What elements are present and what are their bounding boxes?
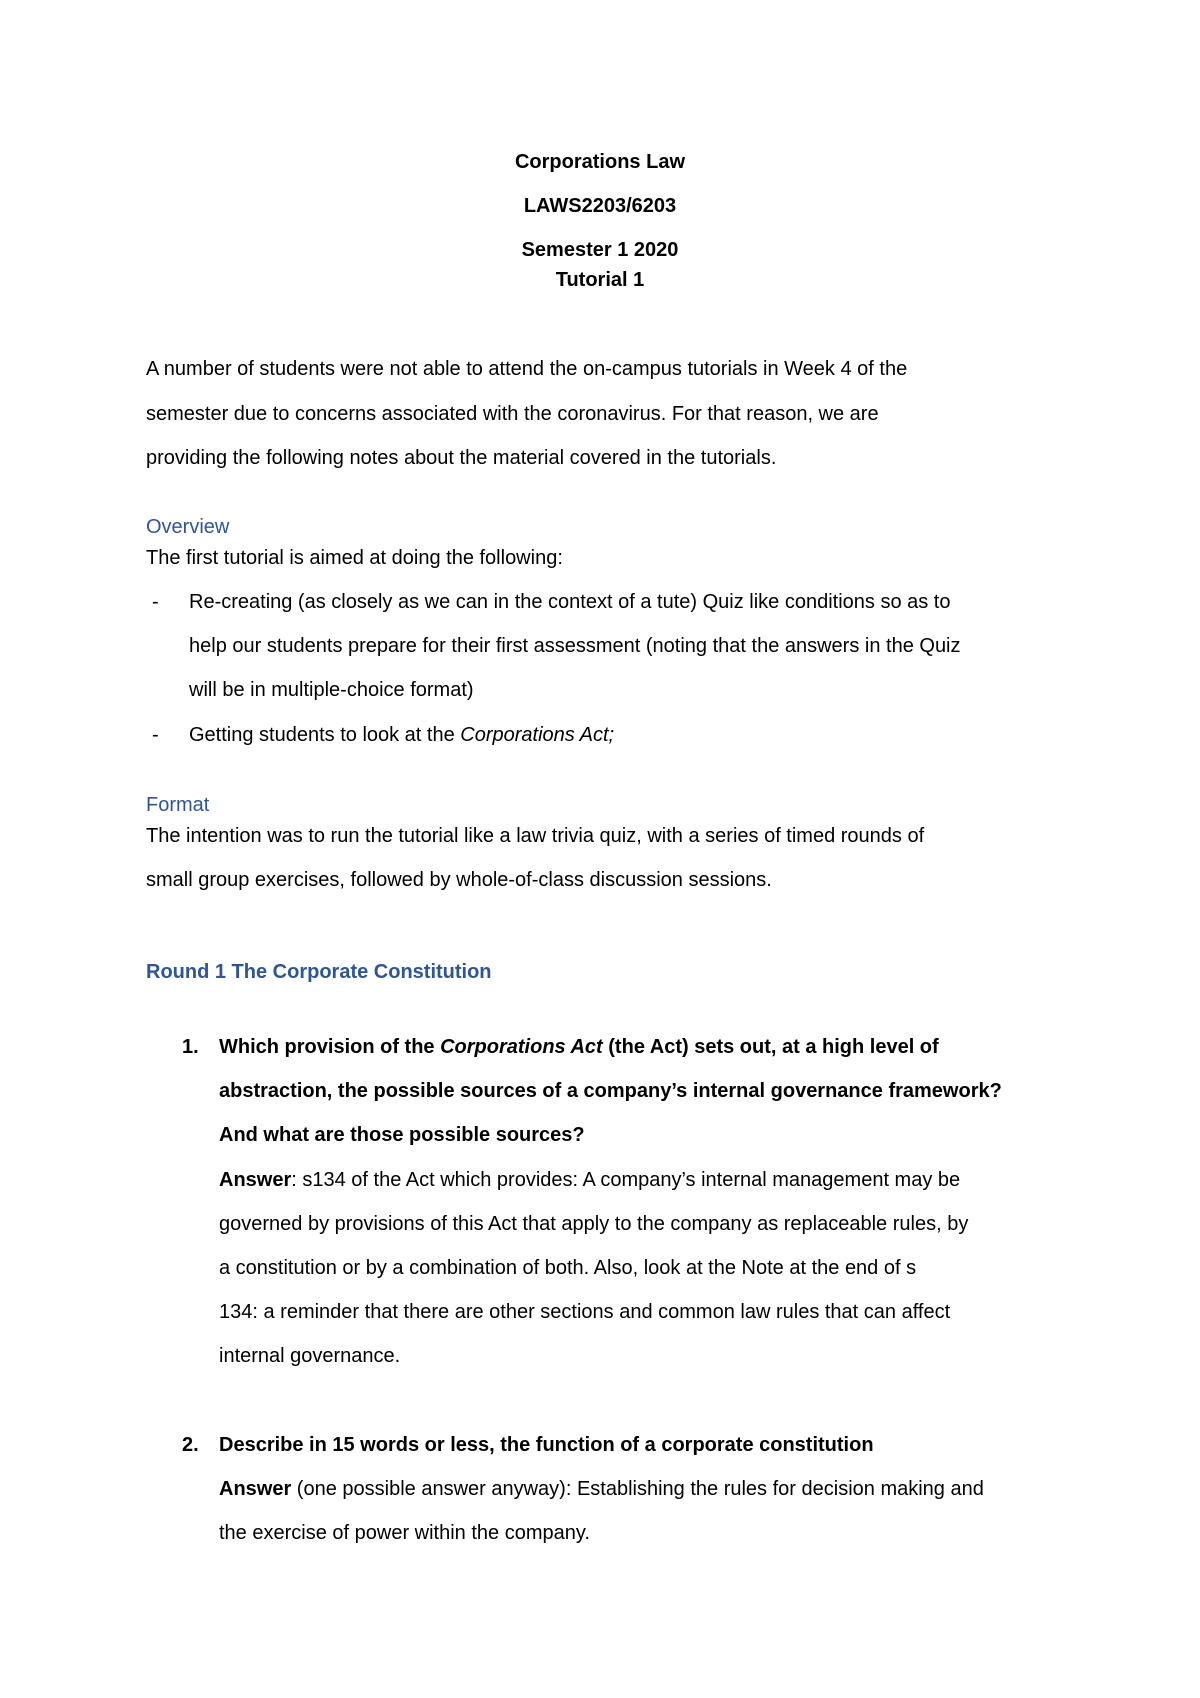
- answer-2-line-2: the exercise of power within the company.: [219, 1522, 590, 1544]
- answer-1-line-3: a constitution or by a combination of both. Also, look at the Note at the end of s: [219, 1257, 917, 1279]
- course-name: Corporations Law: [514, 151, 685, 173]
- answer-1-label: Answer: [219, 1169, 292, 1191]
- bullet-1-line-1: Re-creating (as closely as we can in the context of a tute) Quiz like conditions so as to: [189, 591, 951, 613]
- bullet-2: [189, 723, 614, 747]
- question-2-number: 2.: [182, 1434, 199, 1456]
- overview-heading: Overview: [146, 516, 230, 538]
- question-1-suffix: (the Act) sets out, at a high level of: [602, 1036, 939, 1058]
- intro-line-2: semester due to concerns associated with the coronavirus. For that reason, we are: [146, 403, 879, 425]
- format-line-2: small group exercises, followed by whole-of-class discussion sessions.: [146, 869, 772, 891]
- intro-line-1: A number of students were not able to attend the on-campus tutorials in Week 4 of the: [146, 358, 908, 380]
- answer-1-line-1: [219, 1168, 960, 1192]
- tutorial-label: Tutorial 1: [555, 269, 645, 291]
- answer-1-line-4: 134: a reminder that there are other sections and common law rules that can affect: [219, 1301, 951, 1323]
- question-1-number: 1.: [182, 1036, 199, 1058]
- round-1-heading: Round 1 The Corporate Constitution: [146, 961, 492, 983]
- format-heading: Format: [146, 794, 210, 816]
- answer-2-first: (one possible answer anyway): Establishing the rules for decision making and: [291, 1478, 984, 1500]
- bullet-marker-1: -: [152, 591, 159, 613]
- answer-1-first: : s134 of the Act which provides: A company’s internal management may be: [291, 1169, 961, 1191]
- format-line-1: The intention was to run the tutorial like a law trivia quiz, with a series of timed rounds of: [146, 825, 925, 847]
- intro-line-3: providing the following notes about the material covered in the tutorials.: [146, 447, 777, 469]
- overview-lead: The first tutorial is aimed at doing the following:: [146, 547, 563, 569]
- question-1-italic: Corporations Act: [440, 1036, 603, 1058]
- bullet-marker-2: -: [152, 724, 159, 746]
- corporations-act-italic: Corporations Act;: [460, 724, 615, 746]
- answer-1-line-5: internal governance.: [219, 1345, 401, 1367]
- semester-label: Semester 1 2020: [521, 239, 679, 261]
- question-1-line-1: [219, 1035, 939, 1059]
- bullet-2-text: Getting students to look at the: [189, 724, 461, 746]
- question-1-prefix: Which provision of the: [219, 1036, 441, 1058]
- answer-1-line-2: governed by provisions of this Act that apply to the company as replaceable rules, by: [219, 1213, 969, 1235]
- answer-2-line-1: [219, 1477, 984, 1501]
- course-code: LAWS2203/6203: [523, 195, 677, 217]
- bullet-1-line-3: will be in multiple-choice format): [189, 679, 474, 701]
- question-1-line-3: And what are those possible sources?: [219, 1124, 585, 1146]
- bullet-1-line-2: help our students prepare for their first assessment (noting that the answers in the Quiz: [189, 635, 961, 657]
- question-2-text: Describe in 15 words or less, the function of a corporate constitution: [219, 1434, 874, 1456]
- question-1-line-2: abstraction, the possible sources of a company’s internal governance framework?: [219, 1080, 1002, 1102]
- answer-2-label: Answer: [219, 1478, 292, 1500]
